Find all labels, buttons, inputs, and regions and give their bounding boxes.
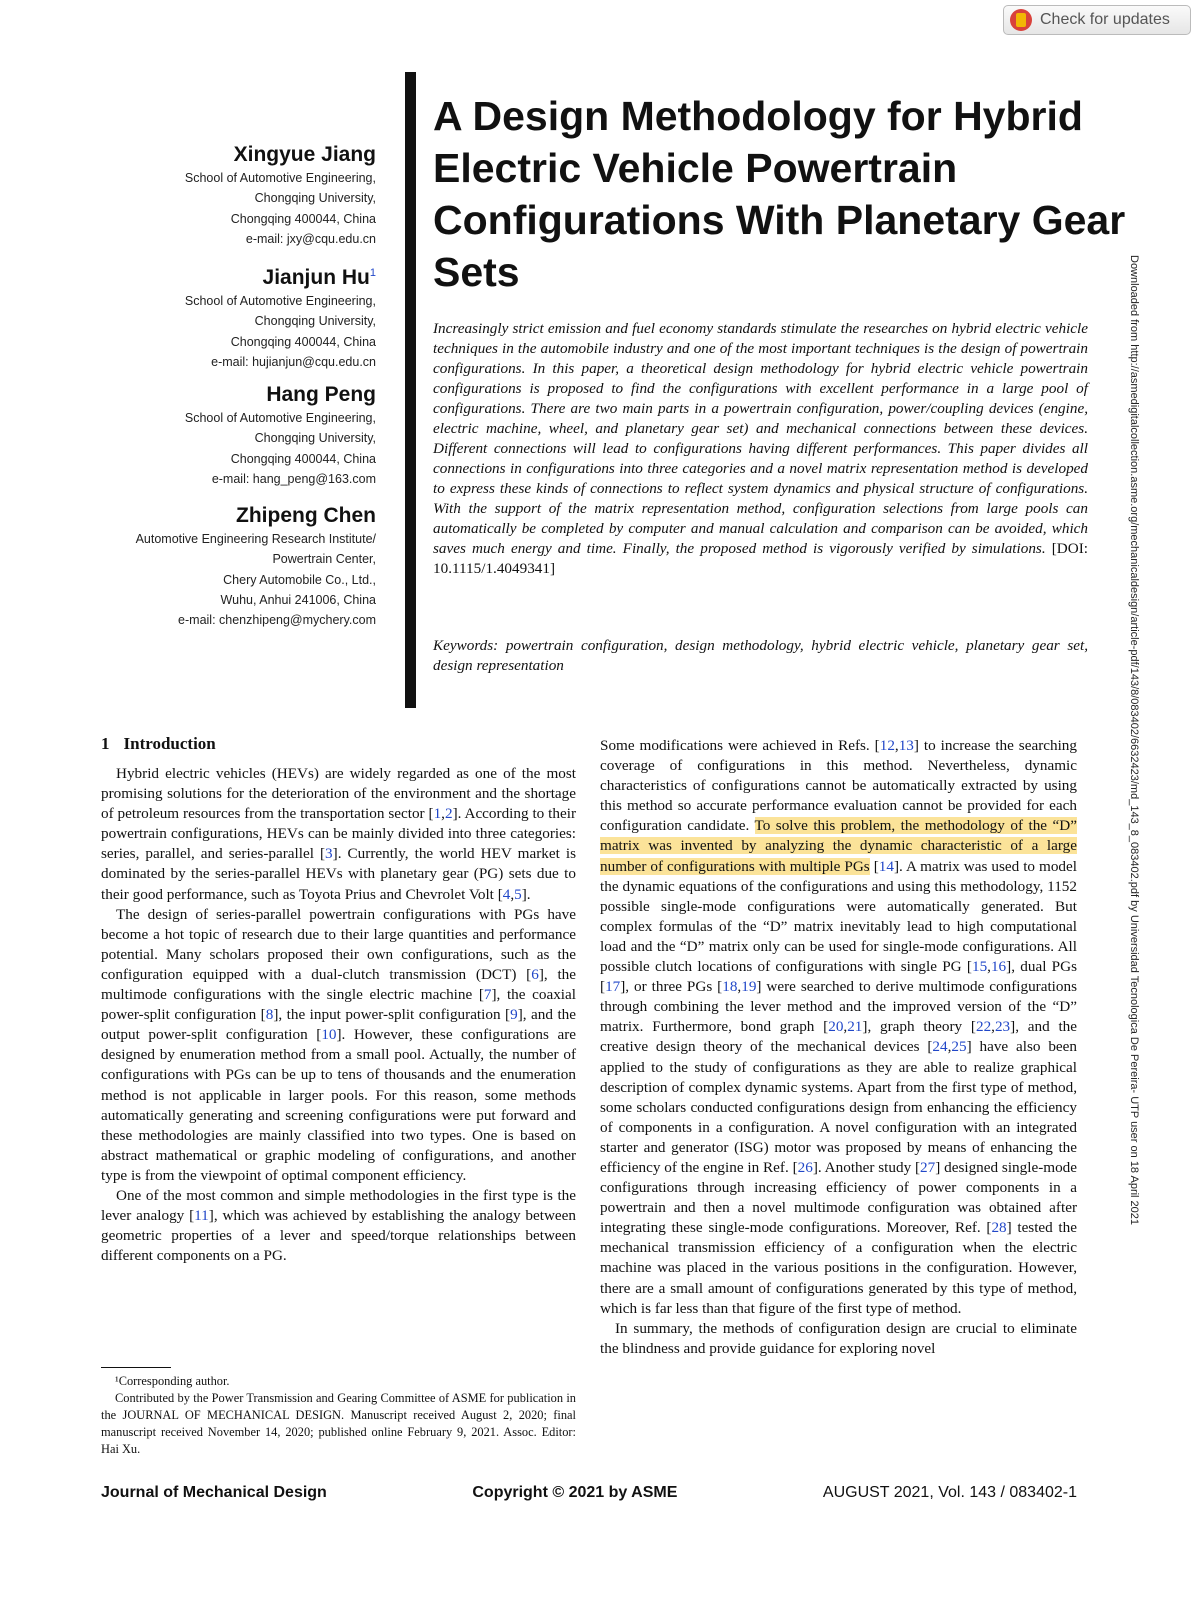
- body-text: ]. Another study [: [812, 1158, 921, 1176]
- body-text: ], the coaxial power-split configuration [: [101, 986, 576, 1024]
- paper-title: A Design Methodology for Hybrid Electric Vehicle Powertrain Configurations With Planetary Gear Sets: [433, 93, 1126, 295]
- body-text: ] have also been applied to the study of configurations as they are able to realize graphical description of complex dynamic systems. Apart from the first type of method, some scholars conducted configurations design from enhancing the efficiency of components in a configuration. A novel configuration with an integrated starter and generator (ISG) motor was proposed by means of enhancing the efficiency of the engine in Ref. [: [600, 1038, 1077, 1176]
- body-text: ,: [987, 958, 991, 976]
- author-block: [185, 382, 376, 489]
- footnote-contributed: Contributed by the Power Transmission and Gearing Committee of ASME for publication in the JOURNAL OF MECHANICAL DESIGN. Manuscript received August 2, 2020; final manuscript received November 14, 2020; published online February 9, 2021. Assoc. Editor: Hai Xu.: [101, 1391, 576, 1456]
- body-text: ] were searched to derive multimode configurations through combining the lever method and the improved version of the “D” matrix. Furthermore, bond graph [: [600, 978, 1077, 1036]
- section-heading: [101, 734, 230, 754]
- body-text: ]. According to their powertrain configurations, HEVs can be mainly divided into three categories: series, parallel, and series-parallel [: [101, 805, 577, 863]
- body-text: One of the most common and simple methodologies in the first type is the lever analogy [: [101, 1186, 576, 1225]
- citation-link[interactable]: 6: [531, 965, 539, 983]
- page-footer: [101, 1484, 1077, 1502]
- author-affiliation: Chongqing 400044, China: [230, 211, 376, 226]
- body-text: ] to increase the searching coverage of configurations in this method. Nevertheless, dynamic characteristics of configurations cannot be automatically extracted by using this method so accurate performance evaluation cannot be provided for each configuration candidate.: [600, 737, 1077, 835]
- doi-link[interactable]: [DOI: 10.1115/1.4049341]: [433, 540, 1089, 577]
- author-block: [185, 260, 376, 372]
- footnote-corresponding: ¹Corresponding author.: [115, 1374, 230, 1388]
- author-affiliation: Chongqing 400044, China: [230, 334, 376, 349]
- citation-link[interactable]: 20: [828, 1018, 844, 1036]
- citation-link[interactable]: 22: [975, 1018, 992, 1036]
- body-text: ]. A matrix was used to model the dynamic equations of the configurations and using this methodology, 1152 possible single-mode configurations were automatically generated. But complex formulas of the “D” matrix inevitably lead to high computational load and the “D” matrix only can be used for single-mode configurations. All possible clutch locations of configurations with single PG [: [600, 857, 1077, 976]
- author-name-text: Xingyue Jiang: [233, 143, 376, 166]
- title-divider-bar: [405, 72, 416, 708]
- body-text: ]. However, these configurations are designed by enumeration method from a small pool. Actually, the number of configurations with PGs can be up to tens of thousands and the enumeration method is not applicable in larger pools. For this reason, some methods automatically generating and screening configurations were put forward and these methodologies are mainly classified into two types. One is based on abstract mathematical or graphic modeling of configurations, and another type is from the viewpoint of optimal component efficiency.: [101, 1026, 577, 1184]
- left-column: [101, 764, 576, 1266]
- journal-name: Journal of Mechanical Design: [101, 1484, 327, 1501]
- author-affiliation: Chongqing University,: [254, 191, 376, 206]
- body-text: ,: [894, 737, 899, 754]
- body-text: Hybrid electric vehicles (HEVs) are widely regarded as one of the most promising solutions for the deterioration of the environment and the shortage of petroleum resources from the transportation sector [: [101, 765, 576, 823]
- issue-info: AUGUST 2021, Vol. 143 / 083402-1: [822, 1484, 1077, 1501]
- corresponding-footnote-marker[interactable]: 1: [369, 267, 376, 279]
- citation-link[interactable]: 21: [847, 1018, 863, 1036]
- citation-link[interactable]: 5: [514, 885, 522, 903]
- body-text: ], and the creative design theory of the mechanical devices [: [600, 1018, 1077, 1056]
- abstract-text: Increasingly strict emission and fuel economy standards stimulate the researches on hybrid electric vehicle techniques in the automobile industry and one of the most important techniques is the design of powertrain configurations. In this paper, a theoretical design methodology for hybrid electric vehicle powertrain configurations is proposed to find the configurations with excellent performance in a large pool of configurations. There are two main parts in a powertrain configuration, power/coupling devices (engine, electric machine, wheel, and planetary gear set) and mechanical connections between these devices. Different connections will lead to configurations having different performances. This paper divides all connections in configurations into three categories and a novel matrix representation method is developed to express these kinds of connections to reflect system dynamics and physical structure of configurations. With the support of the matrix representation method, configuration selections from large pools can automatically be completed by computer and manual calculation and comparison can be avoided, which saves much energy and time. Finally, the proposed method is vigorously verified by simulations.: [433, 320, 1088, 557]
- keywords: Keywords: powertrain configuration, design methodology, hybrid electric vehicle, planetary gear set, design representation: [433, 637, 1088, 674]
- author-email[interactable]: e-mail: hujianjun@cqu.edu.cn: [211, 354, 376, 369]
- author-affiliation: School of Automotive Engineering,: [184, 411, 376, 425]
- right-column: [600, 736, 1077, 1359]
- body-text: ] tested the mechanical transmission efficiency of a configuration when the electric machine was placed in the various positions in the configuration. However, there are a small amount of configurations generated by this type of method, which is far less than that figure of the first type of method.: [600, 1219, 1077, 1317]
- copyright: Copyright © 2021 by ASME: [472, 1484, 678, 1501]
- body-text: ], which was achieved by establishing the analogy between geometric properties of a lever and speed/torque relationships between different components on a PG.: [101, 1207, 576, 1265]
- citation-link[interactable]: 19: [741, 978, 757, 996]
- author-name: [185, 260, 376, 291]
- body-text: ], the input power-split configuration [: [273, 1006, 511, 1024]
- author-block: [136, 503, 376, 630]
- author-email[interactable]: e-mail: chenzhipeng@mychery.com: [178, 613, 376, 628]
- body-text: ], graph theory [: [862, 1018, 976, 1036]
- citation-link[interactable]: 13: [898, 737, 914, 754]
- crossmark-icon: [1010, 9, 1032, 31]
- citation-link[interactable]: 27: [920, 1158, 936, 1176]
- author-affiliation: School of Automotive Engineering,: [184, 171, 376, 185]
- paragraph: [600, 736, 1077, 1319]
- citation-link[interactable]: 12: [879, 737, 895, 754]
- citation-link[interactable]: 10: [321, 1026, 337, 1044]
- author-name: [185, 142, 376, 168]
- author-email[interactable]: e-mail: hang_peng@163.com: [211, 471, 376, 486]
- citation-link[interactable]: 11: [194, 1207, 209, 1225]
- body-text: ]. Currently, the world HEV market is dominated by the series-parallel HEVs with planetary gear (PG) sets due to their good performance, such as Toyota Prius and Chevrolet Volt [: [101, 845, 576, 903]
- author-name-text: Hang Peng: [266, 383, 376, 406]
- author-affiliation: Chongqing University,: [254, 314, 376, 329]
- body-text: ].: [521, 885, 531, 903]
- paragraph: [101, 764, 576, 905]
- citation-link[interactable]: 24: [932, 1038, 948, 1056]
- body-text: ,: [843, 1018, 848, 1036]
- author-affiliation: Chongqing 400044, China: [230, 451, 376, 466]
- body-text: In summary, the methods of configuration design are crucial to eliminate the blindness and provide guidance for exploring novel: [600, 1319, 1077, 1357]
- author-affiliation: School of Automotive Engineering,: [184, 294, 376, 308]
- body-text: [: [869, 857, 879, 875]
- author-block: [185, 142, 376, 249]
- citation-link[interactable]: 25: [951, 1038, 967, 1056]
- author-name-text: Zhipeng Chen: [236, 504, 376, 527]
- footnotes: [101, 1373, 576, 1458]
- body-text: ], the multimode configurations with the single electric machine [: [101, 965, 577, 1004]
- author-affiliation: Chongqing University,: [254, 431, 376, 446]
- check-for-updates-label: Check for updates: [1040, 11, 1170, 28]
- citation-link[interactable]: 28: [991, 1219, 1007, 1237]
- citation-link[interactable]: 14: [878, 857, 894, 875]
- author-name: [185, 382, 376, 408]
- author-name-text: Jianjun Hu: [262, 266, 370, 289]
- author-affiliation: Chery Automobile Co., Ltd.,: [223, 572, 376, 587]
- citation-link[interactable]: 8: [265, 1006, 274, 1024]
- citation-link[interactable]: 26: [797, 1158, 813, 1176]
- author-email[interactable]: e-mail: jxy@cqu.edu.cn: [245, 231, 376, 246]
- citation-link[interactable]: 16: [990, 958, 1007, 976]
- body-text: ] designed single-mode configurations through increasing efficiency of power components in a powertrain and then a novel multimode configuration was obtained after integrating these single-mode configurations. Moreover, Ref. [: [600, 1158, 1077, 1237]
- author-affiliation: Wuhu, Anhui 241006, China: [220, 592, 376, 607]
- author-affiliation: Powertrain Center,: [272, 552, 376, 567]
- citation-link[interactable]: 23: [994, 1018, 1011, 1036]
- body-text: ], or three PGs [: [620, 978, 723, 996]
- body-text: Some modifications were achieved in Refs. [: [600, 737, 880, 754]
- citation-link[interactable]: 7: [483, 986, 492, 1004]
- author-affiliation: Automotive Engineering Research Institute/: [135, 532, 376, 546]
- section-number: 1: [101, 734, 110, 753]
- check-for-updates-button[interactable]: [1003, 5, 1191, 35]
- footnote-rule: [101, 1367, 171, 1368]
- citation-link[interactable]: 9: [510, 1006, 518, 1024]
- body-text: ,: [991, 1018, 995, 1036]
- body-text: ,: [441, 805, 445, 823]
- body-text: ,: [737, 978, 742, 996]
- body-text: ,: [510, 885, 515, 903]
- section-title: Introduction: [123, 734, 216, 753]
- author-name: [136, 503, 376, 529]
- body-text: ], dual PGs [: [600, 958, 1077, 996]
- highlighted-text: To solve this problem, the methodology of the “D” matrix was invented by analyzing the dynamic characteristic of a large number of configurations with multiple PGs: [600, 817, 1077, 875]
- citation-link[interactable]: 1: [433, 805, 442, 823]
- citation-link[interactable]: 18: [722, 978, 738, 996]
- citation-link[interactable]: 2: [444, 805, 453, 823]
- paragraph: [101, 905, 576, 1186]
- citation-link[interactable]: 17: [605, 978, 621, 996]
- citation-link[interactable]: 15: [971, 958, 988, 976]
- body-text: The design of series-parallel powertrain configurations with PGs have become a hot topic of research due to their large quantities and performance potential. Many scholars proposed their own configurations, such as the configuration equipped with a dual-clutch transmission (DCT) [: [101, 905, 576, 983]
- abstract: [433, 319, 1088, 579]
- body-text: ], and the output power-split configuration [: [101, 1006, 577, 1044]
- body-text: ,: [947, 1038, 952, 1056]
- download-watermark: Downloaded from http://asmedigitalcollection.asme.org/mechanicaldesign/article-pdf/143/8/083402/6632423/md_143_8_083402.pdf by Universidad Tecnologica De Pereira- UTP user on 18 April 2021: [1128, 255, 1140, 1226]
- paragraph: [600, 1319, 1077, 1359]
- citation-link[interactable]: 4: [502, 885, 511, 903]
- citation-link[interactable]: 3: [325, 845, 333, 863]
- paragraph: [101, 1186, 576, 1266]
